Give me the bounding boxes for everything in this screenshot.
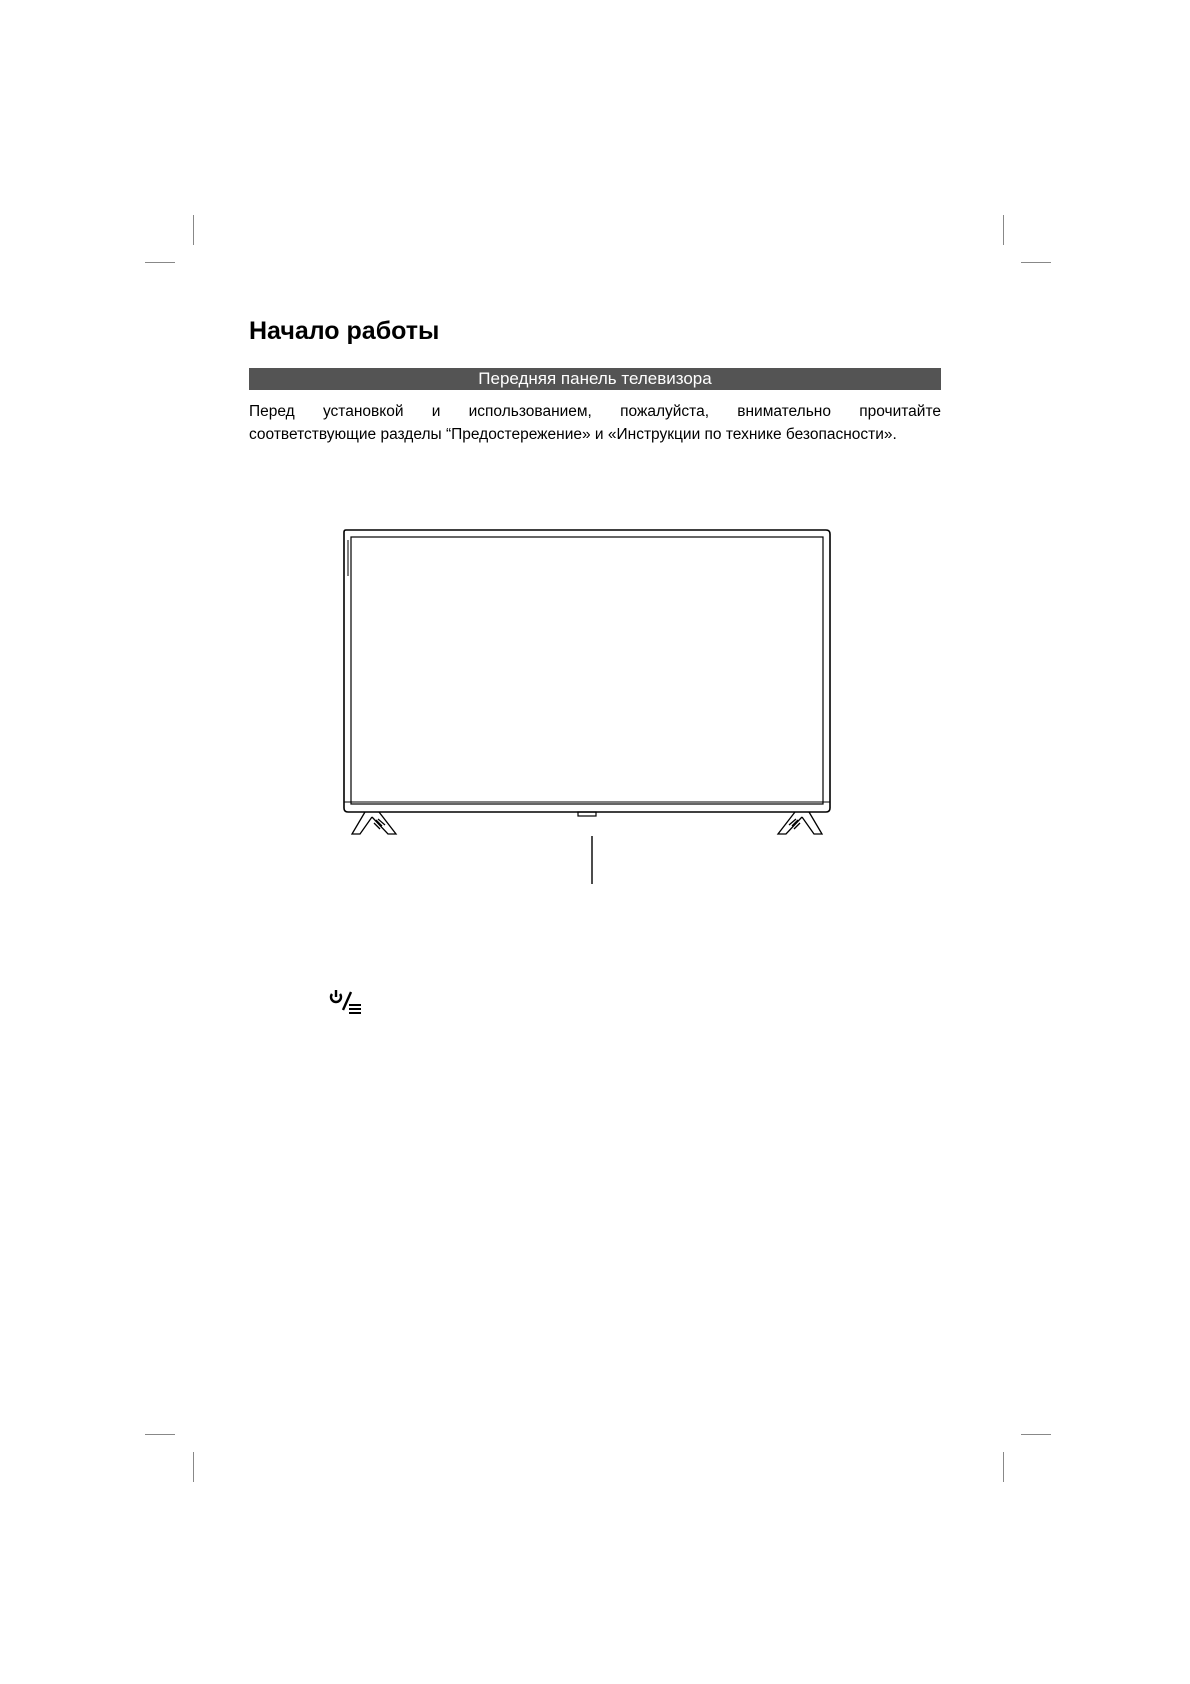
crop-mark-bottom-right-vertical <box>1003 1452 1004 1482</box>
intro-line-2: соответствующие разделы “Предостережение» и «Инструкции по технике безопасности». <box>249 426 897 443</box>
section-header: Передняя панель телевизора <box>249 368 941 390</box>
right-stand-foot <box>778 812 822 834</box>
crop-mark-bottom-right-horizontal <box>1021 1434 1051 1435</box>
crop-mark-bottom-left-vertical <box>193 1452 194 1482</box>
front-sensor-tab <box>578 812 596 816</box>
crop-mark-bottom-left-horizontal <box>145 1434 175 1435</box>
intro-line-1: Перед установкой и использованием, пожалуйста, внимательно прочитайте <box>249 403 941 420</box>
crop-mark-top-right-horizontal <box>1021 262 1051 263</box>
page-title: Начало работы <box>249 317 440 345</box>
crop-mark-top-left-horizontal <box>145 262 175 263</box>
intro-paragraph <box>249 400 941 446</box>
tv-front-illustration <box>330 520 850 890</box>
left-stand-foot <box>352 812 396 834</box>
crop-mark-top-right-vertical <box>1003 215 1004 245</box>
tv-frame <box>344 530 830 812</box>
power-menu-icon <box>328 988 364 1020</box>
crop-mark-top-left-vertical <box>193 215 194 245</box>
